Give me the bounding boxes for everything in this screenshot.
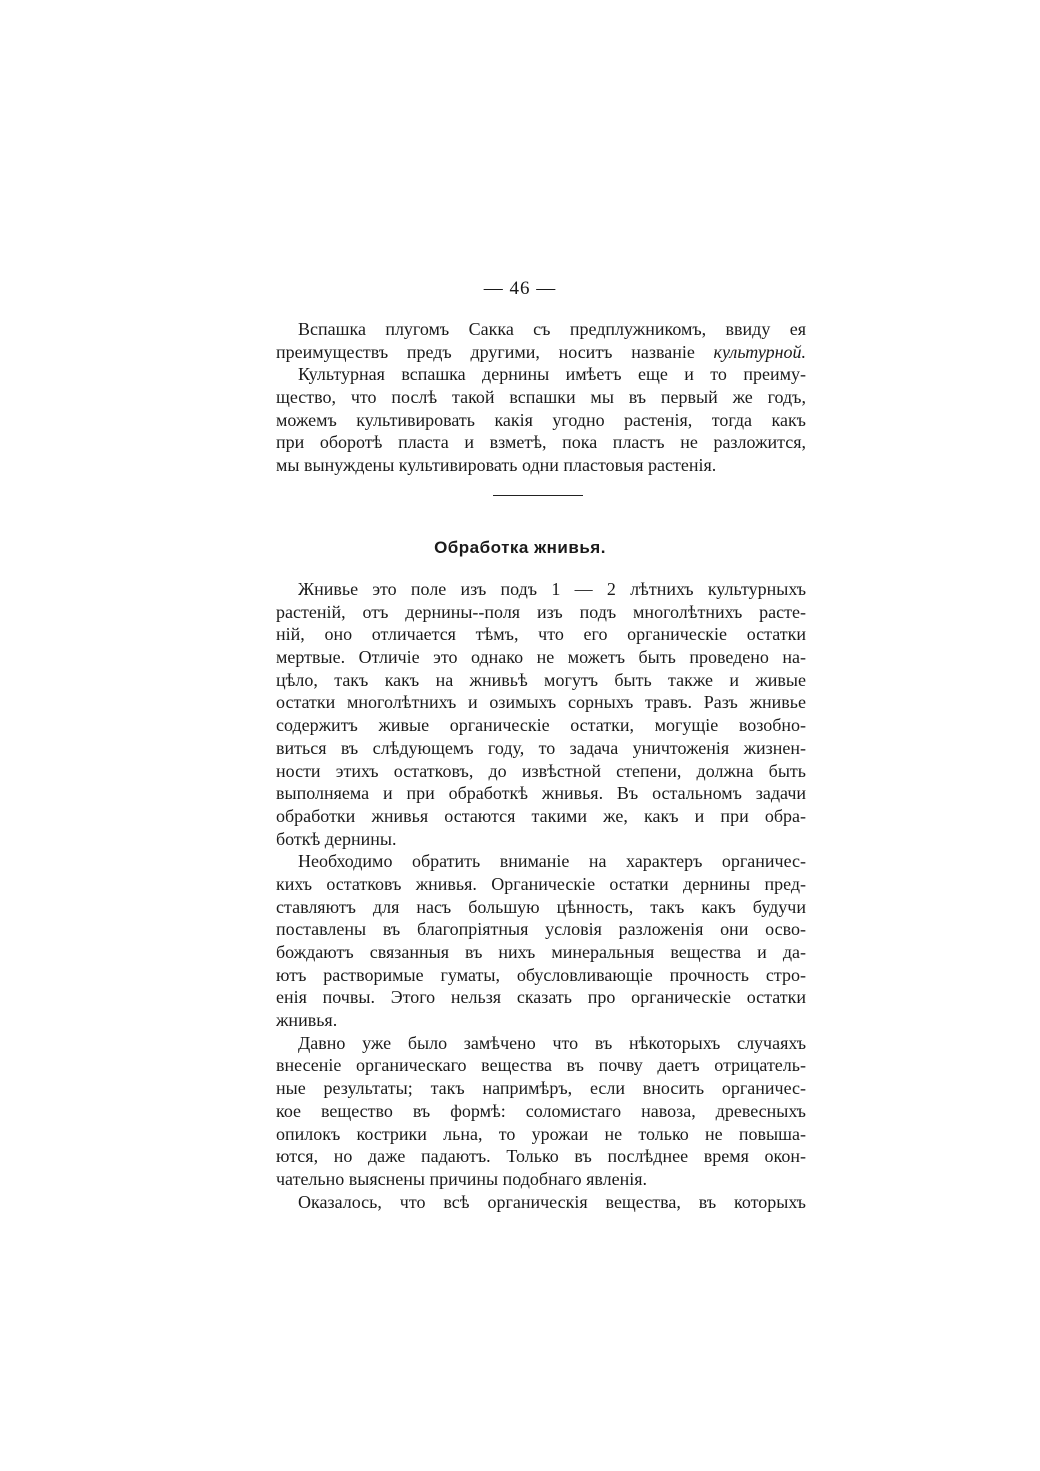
text-line: обработки жнивья остаются такими же, какъ и при обра-: [276, 805, 806, 826]
text-line: внесеніе органическаго вещества въ почву даетъ отрицатель-: [276, 1055, 806, 1076]
text-line: при оборотѣ пласта и взметѣ, пока пластъ не разложится,: [276, 432, 806, 453]
text-line: ности этихъ остатковъ, до извѣстной степени, должна быть: [276, 760, 806, 781]
text-line: виться въ слѣдующемъ году, то задача уничтоженія жизнен-: [276, 737, 806, 758]
text-line: остатки многолѣтнихъ и озимыхъ сорныхъ травъ. Разъ жнивье: [276, 692, 806, 713]
text-line: Оказалось, что всѣ органическія вещества, въ которыхъ: [298, 1191, 806, 1212]
text-line: содержитъ живые органическіе остатки, могущіе возобно-: [276, 715, 806, 736]
text-line: щество, что послѣ такой вспашки мы въ первый же годъ,: [276, 387, 806, 408]
text-line: цѣло, такъ какъ на жнивьѣ могутъ быть также и живые: [276, 669, 806, 690]
text-line: ній, оно отличается тѣмъ, что его органическіе остатки: [276, 624, 806, 645]
text-line: енія почвы. Этого нельзя сказать про органическіе остатки: [276, 987, 806, 1008]
text-line: можемъ культивировать какія угодно растенія, тогда какъ: [276, 409, 806, 430]
text-line: ставляютъ для насъ большую цѣнность, такъ какъ будучи: [276, 896, 806, 917]
text-line: ные результаты; такъ напримѣръ, если вносить органичес-: [276, 1078, 806, 1099]
text-line: опилокъ кострики льна, то урожаи не только не повыша-: [276, 1123, 806, 1144]
text-line: ются, но даже падаютъ. Только въ послѣднее время окон-: [276, 1146, 806, 1167]
text-line: Жнивье это поле изъ подъ 1 — 2 лѣтнихъ культурныхъ: [298, 579, 806, 599]
text-line: боткѣ дернины.: [276, 828, 397, 849]
text-line: растеній, отъ дернины--поля изъ подъ многолѣтнихъ расте-: [276, 601, 806, 622]
text-line: жнивья.: [276, 1010, 338, 1031]
text-line: чательно выяснены причины подобнаго явленія.: [276, 1168, 648, 1189]
text-line: ютъ растворимые гуматы, обусловливающіе прочность стро-: [276, 964, 806, 985]
text-line: мы вынуждены культивировать одни пластовыя растенія.: [276, 455, 717, 476]
text-line: мертвые. Отличіе это однако не можетъ быть проведено на-: [276, 647, 806, 668]
text-line: кихъ остатковъ жнивья. Органическіе остатки дернины пред-: [276, 873, 806, 894]
text-line: [276, 341, 806, 364]
text-line: бождаютъ связанныя въ нихъ минеральныя вещества и да-: [276, 942, 806, 962]
section-paragraphs: [276, 578, 806, 1213]
text-line: Вспашка плугомъ Сакка съ предплужникомъ, ввиду ея: [298, 319, 806, 339]
section-title: Обработка жнивья.: [434, 538, 606, 557]
text-line-part: преимуществъ предъ другими, носитъ названіе: [276, 341, 695, 362]
text-line: Необходимо обратить вниманіе на характеръ органичес-: [298, 851, 806, 872]
intro-paragraphs: [276, 318, 806, 477]
emphasized-term: культурной.: [713, 341, 807, 362]
text-line: поставлены въ благопріятныя условія разложенія они осво-: [276, 919, 806, 940]
text-line: Культурная вспашка дернины имѣетъ еще и то преиму-: [298, 364, 806, 385]
text-line: Давно уже было замѣчено что въ нѣкоторыхъ случаяхъ: [298, 1032, 806, 1053]
text-line: выполняема и при обработкѣ жнивья. Въ остальномъ задачи: [276, 783, 806, 804]
section-divider: [493, 495, 583, 496]
text-line: кое вещество въ формѣ: соломистаго навоза, древесныхъ: [276, 1100, 806, 1121]
page-number: — 46 —: [483, 278, 557, 299]
